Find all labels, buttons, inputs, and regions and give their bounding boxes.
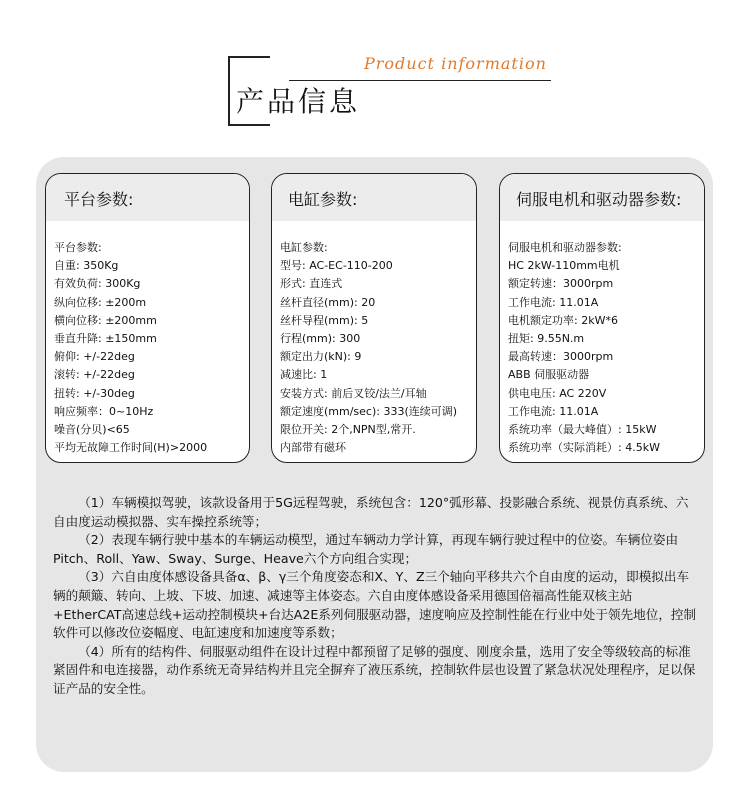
header-bracket-bottom: [228, 124, 270, 126]
param-item: ABB 伺服驱动器: [508, 368, 590, 382]
param-item: 额定转速：3000rpm: [508, 277, 614, 291]
header-title-cn: 产品信息: [236, 85, 361, 118]
param-item: 电缸参数:: [280, 241, 328, 254]
param-item: 行程(mm): 300: [280, 332, 361, 346]
param-item: 垂直升降: ±150mm: [54, 332, 157, 346]
card-title: 伺服电机和驱动器参数:: [500, 174, 704, 221]
description-paragraph: （4）所有的结构件、伺服驱动组件在设计过程中都预留了足够的强度、刚度余量，选用了安全等级较高的标准紧固件和电连接器，动作系统无奇异结构并且完全摒弃了液压系统，控制软件层也设置了紧急状况处理程序，足以保证产品的安全性。: [53, 643, 696, 696]
param-item: 伺服电机和驱动器参数:: [508, 241, 622, 254]
param-item: 额定速度(mm/sec): 333(连续可调): [280, 404, 458, 418]
param-item: 供电电压: AC 220V: [508, 386, 607, 400]
param-item: 有效负荷: 300Kg: [54, 277, 141, 291]
param-item: 噪音(分贝)<65: [54, 423, 130, 437]
servo-params-card: [499, 173, 705, 463]
param-item: 系统功率（实际消耗）: 4.5kW: [508, 441, 660, 455]
param-item: 平均无故障工作时间(H)>2000: [54, 441, 208, 455]
param-list: [46, 221, 249, 457]
param-item: 限位开关: 2个,NPN型,常开.: [280, 423, 416, 437]
card-title: 电缸参数:: [272, 174, 476, 221]
param-item: 扭转: +/-30deg: [54, 386, 135, 400]
param-item: 扭矩: 9.55N.m: [508, 332, 585, 346]
param-item: 俯仰: +/-22deg: [54, 350, 135, 364]
description-paragraph: （1）车辆模拟驾驶，该款设备用于5G远程驾驶，系统包含：120°弧形幕、投影融合系统、视景仿真系统、六自由度运动模拟器、实车操控系统等；: [53, 495, 689, 529]
description-paragraph: （2）表现车辆行驶中基本的车辆运动模型，通过车辆动力学计算，再现车辆行驶过程中的位姿。车辆位姿由Pitch、Roll、Yaw、Sway、Surge、Heave六个方向组合实现；: [53, 532, 679, 566]
param-item: 内部带有磁环: [280, 441, 346, 455]
param-item: 系统功率（最大峰值）: 15kW: [508, 423, 657, 437]
card-title: 平台参数:: [46, 174, 249, 221]
param-item: HC 2kW-110mm电机: [508, 259, 620, 273]
param-item: 丝杆导程(mm): 5: [280, 313, 369, 327]
param-item: 滚转: +/-22deg: [54, 368, 135, 382]
param-item: 电机额定功率: 2kW*6: [508, 313, 618, 327]
description-block: [53, 494, 697, 699]
param-item: 丝杆直径(mm): 20: [280, 295, 376, 309]
param-item: 型号: AC-EC-110-200: [280, 259, 393, 273]
param-item: 减速比: 1: [280, 368, 328, 382]
param-item: 最高转速：3000rpm: [508, 350, 614, 364]
page-header: [0, 0, 750, 150]
param-item: 横向位移: ±200mm: [54, 313, 157, 327]
param-item: 平台参数:: [54, 241, 102, 254]
param-item: 安装方式: 前后叉铰/法兰/耳轴: [280, 386, 427, 400]
param-item: 纵向位移: ±200m: [54, 295, 147, 309]
header-bracket: [228, 56, 230, 126]
param-item: 形式: 直连式: [280, 277, 343, 291]
param-item: 额定出力(kN): 9: [280, 350, 362, 364]
param-list: [272, 221, 476, 457]
param-item: 工作电流: 11.01A: [508, 295, 599, 309]
param-item: 工作电流: 11.01A: [508, 404, 599, 418]
header-bracket-top: [228, 56, 270, 58]
header-title-en: Product information: [364, 54, 547, 73]
platform-params-card: [45, 173, 250, 463]
description-paragraph: （3）六自由度体感设备具备α、β、γ三个角度姿态和X、Y、Z三个轴向平移共六个自由度的运动，即模拟出车辆的颠簸、转向、上坡、下坡、加速、减速等主体姿态。六自由度体感设备采用德国倍福高性能双核主站+EtherCAT高速总线+运动控制模块+台达A2E系列伺服驱动器，速度响应及控制性能在行业中处于领先地位，控制软件可以修改位姿幅度、电缸速度和加速度等系数；: [53, 569, 697, 641]
cylinder-params-card: [271, 173, 477, 463]
param-list: [500, 221, 704, 457]
param-item: 响应频率：0~10Hz: [54, 404, 154, 418]
param-item: 自重: 350Kg: [54, 259, 119, 273]
